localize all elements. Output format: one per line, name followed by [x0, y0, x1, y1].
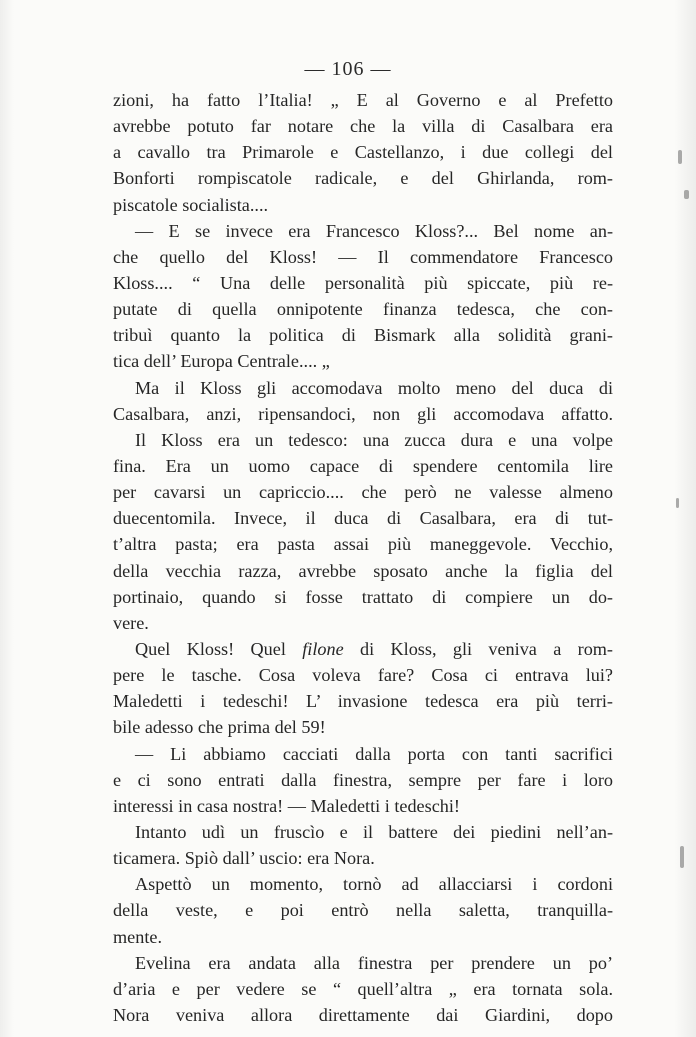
text-line-with-italic: [113, 636, 613, 662]
text-line: vere.: [113, 612, 149, 633]
text-line: per cavarsi un capriccio.... che però ne valesse almeno: [113, 482, 613, 503]
text-line: Evelina era andata alla finestra per prendere un po’: [135, 952, 613, 973]
scan-speck: [684, 190, 689, 199]
text-line: portinaio, quando si fosse trattato di compiere un do-: [113, 586, 613, 607]
scan-speck: [676, 498, 679, 508]
text-line: e ci sono entrati dalla finestra, sempre per fare i loro: [113, 769, 613, 790]
text-line: che quello del Kloss! — Il commendatore Francesco: [113, 246, 613, 267]
body-text: [113, 87, 613, 1028]
text-line: putate di quella onnipotente finanza tedesca, che con-: [113, 299, 613, 320]
text-segment: Quel Kloss! Quel: [135, 638, 303, 659]
scan-speck: [678, 150, 682, 164]
page-number: — 106 —: [304, 58, 392, 80]
text-line: piscatole socialista....: [113, 194, 269, 215]
text-line: tribuì quanto la politica di Bismark alla solidità grani-: [113, 325, 613, 346]
text-line: Kloss.... “ Una delle personalità più spiccate, più re-: [113, 272, 613, 293]
text-line: pere le tasche. Cosa voleva fare? Cosa ci entrava lui?: [113, 665, 613, 686]
text-line: Intanto udì un fruscìo e il battere dei piedini nell’an-: [135, 821, 613, 842]
text-segment: di Kloss, gli veniva a rom-: [343, 638, 613, 659]
text-line: Casalbara, anzi, ripensandoci, non gli accomodava affatto.: [113, 403, 613, 424]
text-line: zioni, ha fatto l’Italia! „ E al Governo e al Prefetto: [113, 90, 613, 110]
text-line: — E se invece era Francesco Kloss?... Bel nome an-: [135, 220, 613, 241]
text-line: Ma il Kloss gli accomodava molto meno del duca di: [135, 377, 613, 398]
italic-word: filone: [302, 638, 344, 659]
text-line: ticamera. Spiò dall’ uscio: era Nora.: [113, 848, 375, 869]
text-line: interessi in casa nostra! — Maledetti i tedeschi!: [113, 795, 460, 816]
text-line: — Li abbiamo cacciati dalla porta con tanti sacrifici: [135, 743, 613, 764]
text-line: mente.: [113, 926, 162, 947]
text-line: Il Kloss era un tedesco: una zucca dura e una volpe: [135, 429, 613, 450]
text-line: Aspettò un momento, tornò ad allacciarsi i cordoni: [135, 874, 613, 895]
text-line: tica dell’ Europa Centrale.... „: [113, 351, 330, 372]
text-line: d’aria e per vedere se “ quell’altra „ era tornata sola.: [113, 978, 613, 999]
text-line: Maledetti i tedeschi! L’ invasione tedesca era più terri-: [113, 691, 613, 712]
text-line: bile adesso che prima del 59!: [113, 717, 326, 738]
text-line: fina. Era un uomo capace di spendere centomila lire: [113, 455, 613, 476]
text-line: della vecchia razza, avrebbe sposato anche la figlia del: [113, 560, 613, 581]
scan-speck: [680, 846, 684, 868]
text-line: t’altra pasta; era pasta assai più maneggevole. Vecchio,: [113, 534, 613, 555]
text-line: Nora veniva allora direttamente dai Giardini, dopo: [113, 1004, 613, 1025]
text-line: della veste, e poi entrò nella saletta, tranquilla-: [113, 900, 613, 921]
text-line: Bonforti rompiscatole radicale, e del Ghirlanda, rom-: [113, 168, 613, 189]
text-line: duecentomila. Invece, il duca di Casalbara, era di tut-: [113, 508, 613, 529]
text-line: avrebbe potuto far notare che la villa di Casalbara era: [113, 116, 613, 137]
text-line: a cavallo tra Primarole e Castellanzo, i due collegi del: [113, 142, 613, 163]
